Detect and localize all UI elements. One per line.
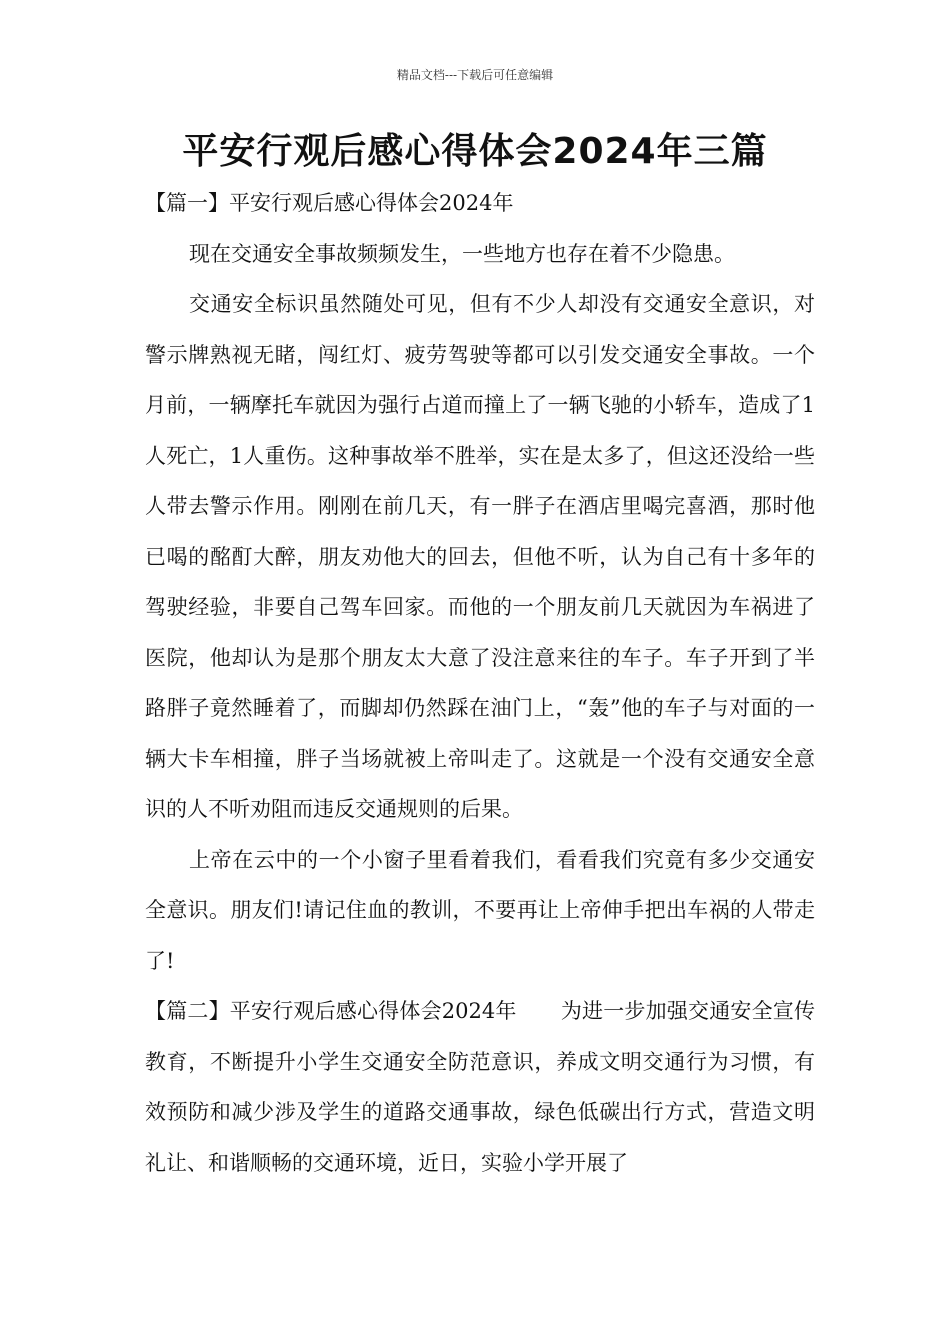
section-2-paragraph xyxy=(145,986,815,1188)
section-2-text: 为进一步加强交通安全宣传教育，不断提升小学生交通安全防范意识，养成文明交通行为习惯，有效预防和减少涉及学生的道路交通事故，绿色低碳出行方式，营造文明礼让、和谐顺畅的交通环境，近日，实验小学开展了 xyxy=(145,999,816,1175)
section-1-heading: 【篇一】平安行观后感心得体会2024年 xyxy=(145,191,514,215)
document-body xyxy=(145,178,815,1188)
section-2-heading: 【篇二】平安行观后感心得体会2024年 xyxy=(145,999,517,1023)
document-header: 精品文档---下载后可任意编辑 xyxy=(396,68,554,82)
document-title: 平安行观后感心得体会2024年三篇 xyxy=(182,131,768,172)
section-1-paragraph-3: 上帝在云中的一个小窗子里看着我们，看看我们究竟有多少交通安全意识。朋友们!请记住血的教训，不要再让上帝伸手把出车祸的人带走了! xyxy=(145,847,815,973)
section-1-paragraph-1: 现在交通安全事故频频发生，一些地方也存在着不少隐患。 xyxy=(189,241,735,266)
section-1-paragraph-2: 交通安全标识虽然随处可见，但有不少人却没有交通安全意识，对警示牌熟视无睹，闯红灯、疲劳驾驶等都可以引发交通安全事故。一个月前，一辆摩托车就因为强行占道而撞上了一辆飞驰的小轿车，造成了1人死亡，1人重伤。这种事故举不胜举，实在是太多了，但这还没给一些人带去警示作用。刚刚在前几天，有一胖子在酒店里喝完喜酒，那时他已喝的酩酊大醉，朋友劝他大的回去，但他不听，认为自己有十多年的驾驶经验，非要自己驾车回家。而他的一个朋友前几天就因为车祸进了医院，他却认为是那个朋友太大意了没注意来往的车子。车子开到了半路胖子竟然睡着了，而脚却仍然踩在油门上，“轰”他的车子与对面的一辆大卡车相撞，胖子当场就被上帝叫走了。这就是一个没有交通安全意识的人不听劝阻而违反交通规则的后果。 xyxy=(145,292,815,821)
